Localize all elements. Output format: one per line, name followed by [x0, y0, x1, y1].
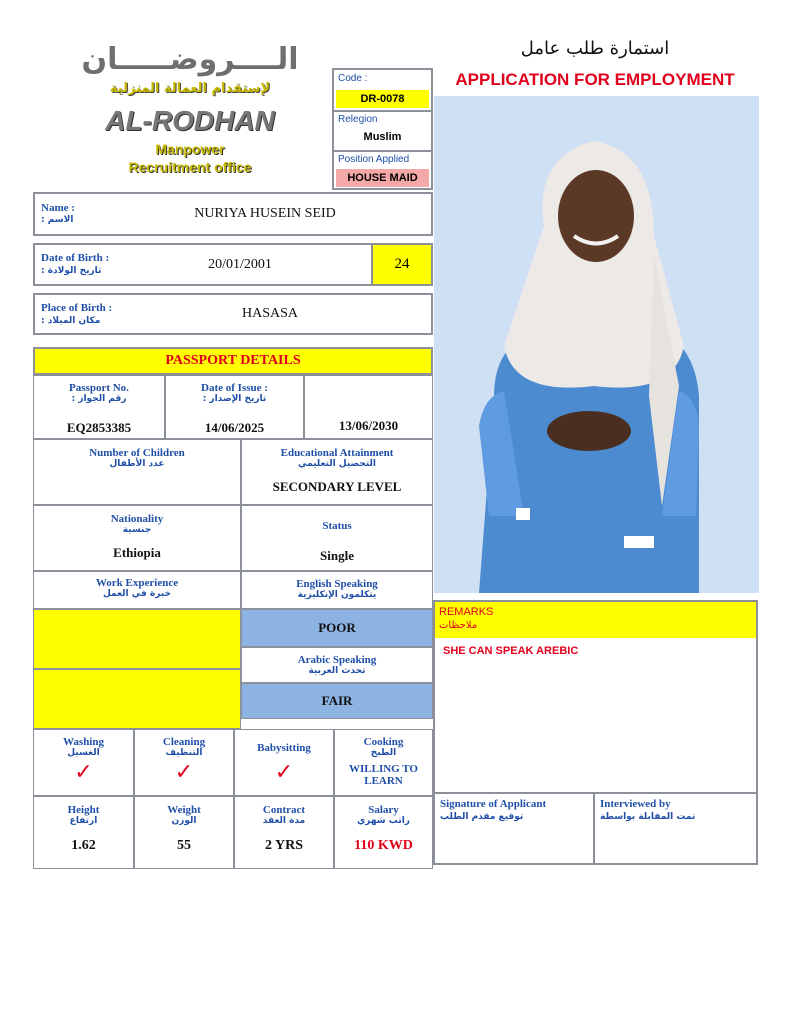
passport-no-value: EQ2853385 — [66, 420, 132, 435]
expiry-date-cell — [304, 375, 433, 439]
applicant-photo — [434, 96, 759, 593]
arabic-speaking-label-arabic: تحدث العربية — [308, 666, 366, 676]
issue-date-label-arabic: تاريخ الإصدار : — [202, 394, 267, 404]
signature-box — [433, 792, 595, 865]
weight-label: Weight — [167, 804, 201, 816]
nationality-label: Nationality — [110, 513, 164, 525]
cooking-value-line-2: LEARN — [364, 775, 403, 787]
name-label-arabic: الاسم : — [41, 215, 74, 225]
interviewed-label-arabic: تمت المقابلة بواسطة — [600, 812, 696, 822]
remarks-value: SHE CAN SPEAK AREBIC — [443, 645, 579, 657]
arabic-speaking-label: Arabic Speaking — [297, 654, 377, 666]
pob-label: Place of Birth : — [41, 302, 113, 314]
washing-label-arabic: الغسيل — [67, 748, 100, 758]
logo-tagline-2: Recruitment office — [128, 159, 252, 175]
logo-arabic-name: الــــروضـــــان — [81, 42, 299, 77]
work-experience-cell — [33, 571, 241, 609]
washing-label: Washing — [63, 736, 104, 748]
cooking-label: Cooking — [363, 736, 404, 748]
remarks-label: REMARKS — [439, 606, 494, 618]
english-label: English Speaking — [296, 578, 378, 590]
arabic-form-title: استمارة طلب عامل — [520, 38, 670, 59]
cooking-value-line-1: WILLING TO — [349, 763, 418, 775]
name-value: NURIYA HUSEIN SEID — [194, 206, 336, 221]
education-label-arabic: التحصيل التعليمي — [297, 459, 377, 469]
passport-no-cell — [33, 375, 165, 439]
position-label: Position Applied — [338, 154, 410, 165]
contract-label: Contract — [262, 804, 306, 816]
cooking-cell — [334, 729, 433, 796]
expiry-date-value: 13/06/2030 — [338, 418, 399, 433]
work-experience-label: Work Experience — [95, 577, 179, 589]
religion-label: Relegion — [338, 114, 378, 125]
washing-check-icon: ✓ — [74, 760, 93, 785]
status-cell — [241, 505, 433, 571]
salary-cell — [334, 796, 433, 869]
position-value: HOUSE MAID — [336, 169, 429, 187]
remarks-label-arabic: ملاحظات — [439, 620, 478, 631]
cleaning-label: Cleaning — [162, 736, 206, 748]
nationality-value: Ethiopia — [113, 545, 161, 560]
logo-latin-name: AL-RODHAN — [105, 105, 275, 136]
weight-value: 55 — [177, 838, 191, 853]
english-value-cell — [241, 609, 433, 647]
english-value: POOR — [318, 620, 356, 635]
babysitting-cell — [234, 729, 334, 796]
nationality-cell — [33, 505, 241, 571]
arabic-label-cell — [241, 647, 433, 683]
code-value: DR-0078 — [336, 90, 429, 108]
logo-arabic-sub: لإستقدام العمالة المنزلية — [109, 81, 271, 96]
contract-label-arabic: مدة العقد — [262, 816, 306, 826]
pob-label-arabic: مكان الميلاد : — [41, 316, 101, 326]
religion-value: Muslim — [363, 131, 402, 143]
passport-no-label: Passport No. — [69, 382, 129, 394]
english-label-arabic: يتكلمون الإنكليزية — [297, 590, 377, 600]
height-value: 1.62 — [71, 838, 96, 853]
children-label: Number of Children — [89, 447, 185, 459]
dob-value: 20/01/2001 — [208, 257, 272, 272]
education-cell — [241, 439, 433, 505]
issue-date-cell — [165, 375, 304, 439]
salary-label: Salary — [368, 804, 399, 816]
dob-box — [33, 243, 433, 286]
salary-label-arabic: راتب شهري — [357, 816, 410, 826]
cleaning-cell — [134, 729, 234, 796]
work-experience-row-1 — [33, 609, 241, 669]
salary-value: 110 KWD — [354, 838, 413, 853]
signature-label-arabic: توقيع مقدم الطلب — [440, 812, 524, 822]
height-label: Height — [67, 804, 100, 816]
company-logo — [80, 40, 300, 180]
passport-title — [33, 347, 433, 375]
children-cell — [33, 439, 241, 505]
name-label: Name : — [41, 202, 75, 214]
cleaning-label-arabic: التنظيف — [165, 748, 203, 758]
logo-tagline-1: Manpower — [155, 141, 225, 157]
weight-label-arabic: الوزن — [171, 816, 197, 826]
education-value: SECONDARY LEVEL — [272, 479, 402, 494]
washing-cell — [33, 729, 134, 796]
babysitting-label: Babysitting — [257, 742, 311, 754]
height-cell — [33, 796, 134, 869]
issue-date-label: Date of Issue : — [201, 382, 268, 394]
remarks-box — [433, 600, 758, 794]
dob-label-arabic: تاريخ الولادة : — [41, 266, 102, 276]
weight-cell — [134, 796, 234, 869]
children-label-arabic: عدد الأطفال — [109, 459, 165, 469]
name-box — [33, 192, 433, 236]
remarks-header — [435, 602, 756, 638]
age-value: 24 — [371, 245, 431, 284]
work-experience-label-arabic: خبرة في العمل — [103, 589, 171, 599]
signature-label: Signature of Applicant — [440, 798, 547, 810]
english-label-cell — [241, 571, 433, 609]
pob-box — [33, 293, 433, 335]
babysitting-check-icon: ✓ — [274, 760, 294, 785]
code-label: Code : — [338, 73, 368, 84]
code-box — [332, 68, 433, 190]
nationality-label-arabic: جنسية — [122, 525, 152, 535]
arabic-value-cell — [241, 683, 433, 719]
arabic-speaking-value: FAIR — [321, 693, 353, 708]
interviewed-box — [593, 792, 758, 865]
status-label: Status — [322, 520, 352, 532]
passport-title-text: PASSPORT DETAILS — [165, 353, 301, 368]
pob-value: HASASA — [241, 306, 298, 321]
education-label: Educational Attainment — [280, 447, 394, 459]
dob-label: Date of Birth : — [41, 252, 110, 264]
passport-no-label-arabic: رقم الجواز : — [71, 394, 127, 404]
height-label-arabic: ارتفاع — [69, 816, 98, 826]
issue-date-value: 14/06/2025 — [204, 420, 265, 435]
cleaning-check-icon: ✓ — [174, 760, 194, 785]
contract-value: 2 YRS — [265, 838, 303, 853]
status-value: Single — [320, 548, 354, 563]
contract-cell — [234, 796, 334, 869]
interviewed-label: Interviewed by — [600, 798, 671, 810]
work-experience-row-2 — [33, 669, 241, 729]
cooking-label-arabic: الطبخ — [370, 748, 397, 758]
form-title: APPLICATION FOR EMPLOYMENT — [455, 70, 735, 89]
